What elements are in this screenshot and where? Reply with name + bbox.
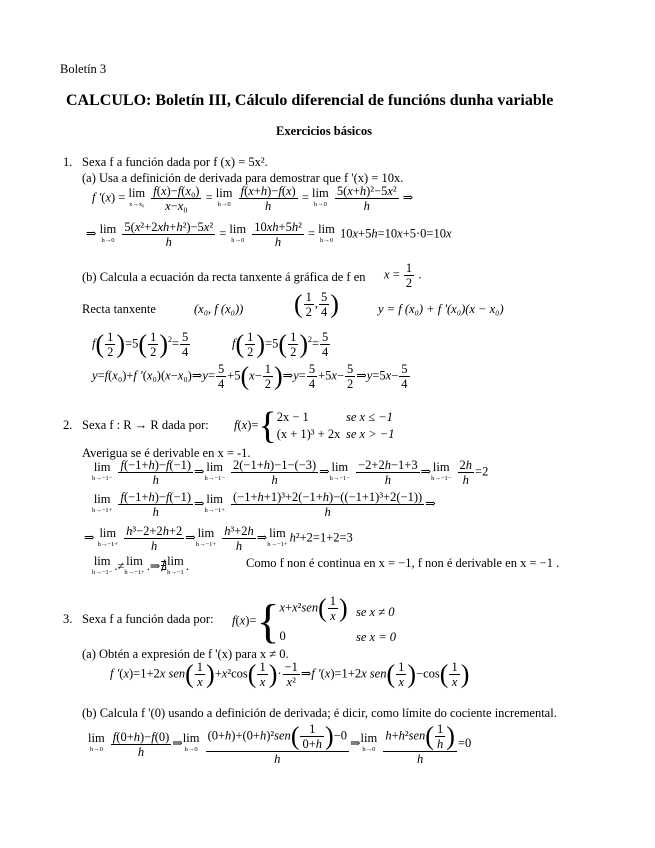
equation-line: lim h→0 $\frac{f(0+h)-f(0)}{h}$ ⇒ lim h→0 (0+h)+(0+h)²sen( $\frac{1}{0+h}$ )−0 h ⇒ lim h→0 h+h²sen( $\frac{1}{h}$ ) h =0	[88, 721, 472, 766]
section-title: Exercicios básicos	[276, 124, 372, 138]
problem-number: 2.	[63, 418, 73, 432]
piecewise-function: f(x)={ x+x²sen( $\frac{1}{x}$ ) 0	[232, 593, 348, 648]
problem-number: 3.	[63, 612, 73, 626]
problem-part-a: (a) Usa a definición de derivada para demostrar que f '(x) = 10x.	[82, 171, 404, 185]
problem-question: Averigua se é derivable en x = -1.	[82, 446, 251, 460]
conclusion: Como f non é continua en x = −1, f non é derivable en x = −1 .	[246, 556, 560, 570]
piecewise-function: f(x)={ 2x − 1 (x + 1)³ + 2x	[234, 405, 341, 447]
tangent-point: (x₀, f (x₀))	[194, 302, 244, 316]
condition-2: se x = 0	[356, 630, 397, 644]
running-title: Boletín 3	[60, 62, 107, 76]
equation-line: lim h→−1+ $\frac{f(-1+h)-f(-1)}{h}$ ⇒ lim h→−1+ $\frac{\text{(−1+h+1)³+2(−1+h)−((−1+1)³+2(−1))}}{h}$ ⇒	[92, 490, 436, 519]
tangent-point-x: x = $\frac{1}{2}$ .	[384, 261, 422, 290]
piece-1: 2x − 1	[276, 410, 309, 424]
piece-2: 0	[279, 629, 286, 643]
problem-part-b: (b) Calcula f '(0) usando a definición de derivada; é dicir, como límite do cociente incremental.	[82, 706, 557, 720]
problem-part-b: (b) Calcula a ecuación da recta tanxente á gráfica de f en	[82, 270, 366, 284]
equation-line: f '(x) = lim x→x₀ $\frac{\text{f(x)−f(x₀)}}{\text{x−x₀}}$ = lim h→0 $\frac{f(x+h)-f(x)}{h}$ = lim h→0 $\frac{\text{5(x+h)²−5x²}}{h}$ ⇒	[92, 184, 414, 213]
problem-statement: Sexa f : R → R dada por:	[82, 418, 209, 432]
piece-2: (x + 1)³ + 2x	[276, 427, 341, 441]
page-title: CALCULO: Boletín III, Cálculo diferencial de funcións dunha variable	[66, 92, 554, 109]
problem-statement: Sexa f a función dada por f (x) = 5x².	[82, 155, 268, 169]
equation-line: ⇒ lim h→0 $\frac{\text{5(x²+2xh+h²)−5x²}}{h}$ = lim h→0 $\frac{\text{10xh+5h²}}{h}$ = lim h→0 10x+5h=10x+5·0=10x	[86, 220, 452, 249]
condition-1: se x ≠ 0	[356, 605, 395, 619]
equation-line: f( $\frac{1}{2}$ )=5( $\frac{1}{2}$ )$^2$= $\frac{5}{4}$	[92, 329, 189, 359]
equation-line: f( $\frac{1}{2}$ )=5( $\frac{1}{2}$ )$^2$= $\frac{5}{4}$	[232, 329, 329, 359]
tangent-point-value: ( $\frac{1}{2}$ , $\frac{5}{4}$ )	[294, 289, 339, 319]
problem-statement: Sexa f a función dada por:	[82, 612, 214, 626]
problem-number: 1.	[63, 155, 73, 169]
equation-line: y=f(x₀)+f '(x₀)(x−x₀)⇒y= $\frac{5}{4}$ +5(x− $\frac{1}{2}$ )⇒y= $\frac{5}{4}$ +5x− $\frac{5}{2}$ ⇒y=5x− $\frac{5}{4}$	[92, 361, 408, 391]
condition-2: se x > −1	[346, 427, 395, 441]
condition-1: se x ≤ −1	[346, 410, 393, 424]
equation-line: f '(x)=1+2x sen( $\frac{1}{x}$ )+x²cos( $\frac{1}{x}$ )· $\frac{-1}{\text{x²}}$ ⇒f '(x)=1+2x sen( $\frac{1}{x}$ )−cos( $\frac{1}{x}$ )	[110, 659, 470, 689]
equation-line: lim h→−1− $\frac{f(-1+h)-f(-1)}{h}$ ⇒ lim h→−1− $\frac{2(-1+h)-1-(-3)}{h}$ ⇒ lim h→−1− $\frac{-2+2h-1+3}{h}$ ⇒ lim h→−1− $\frac{2h}{h}$ =2	[92, 458, 489, 487]
problem-part-a: (a) Obtén a expresión de f '(x) para x ≠ 0.	[82, 647, 289, 661]
tangent-formula: y = f (x₀) + f '(x₀)(x − x₀)	[378, 302, 504, 316]
equation-line: ⇒ lim h→−1+ $\frac{\text{h³−2+2h+2}}{h}$ ⇒ lim h→−1+ $\frac{\text{h³+2h}}{h}$ ⇒ lim h→−1+ h²+2=1+2=3	[84, 524, 353, 553]
tangent-label: Recta tanxente	[82, 302, 156, 316]
equation-line: lim h→−1− .≠ lim h→−1+ .⇒∄ lim h→−1 .	[92, 554, 189, 576]
